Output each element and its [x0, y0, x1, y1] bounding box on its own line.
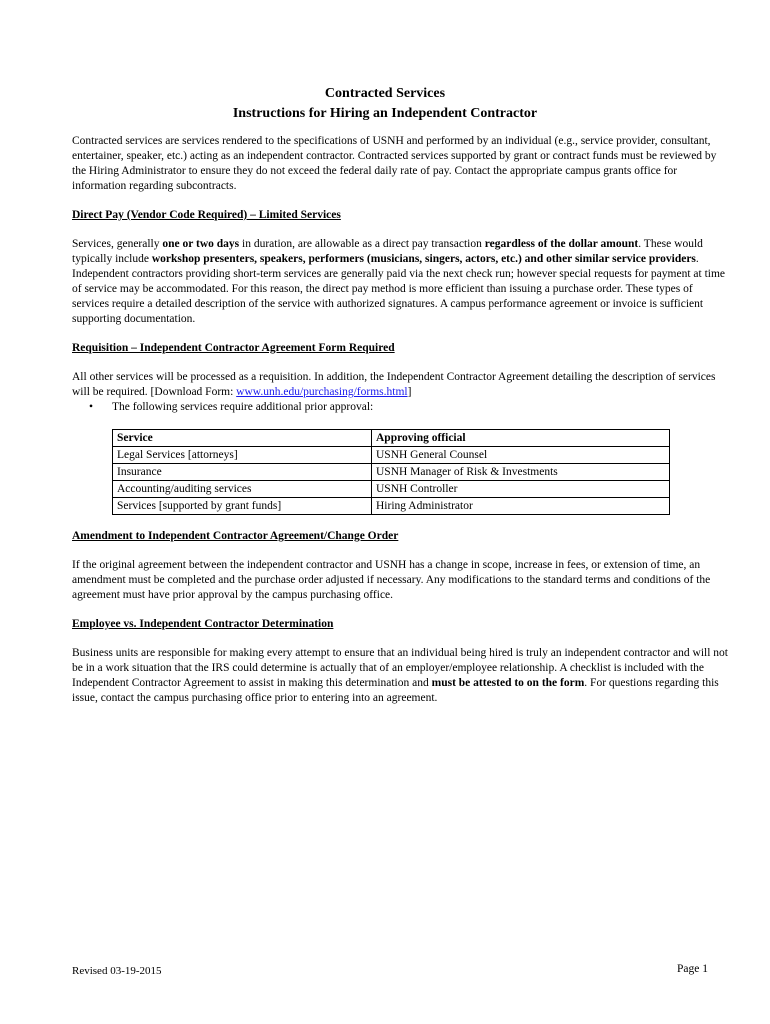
text-run: Services, generally [72, 238, 163, 250]
table-row [113, 464, 670, 481]
title-line-2: Instructions for Hiring an Independent Contractor [232, 106, 538, 121]
text-run: . Independent contractors providing short-term services are generally paid via the next check run; however special requests for payment at time of service may be accommodated. For this reason, the direct pay method is more efficient than issuing a purchase order. These types of services require a detailed description of the service with authorized signatures. A campus performance agreement or invoice is sufficient supporting documentation. [72, 253, 726, 325]
text-run: Business units are responsible for making every attempt to ensure that an individual being hired is truly an independent contractor and will not be in a work situation that the IRS could determine is actually that of an employer/employee relationship. A checklist is included with the Independent Contractor Agreement to assist in making this determination and [72, 647, 728, 689]
bullet-icon: • [89, 401, 94, 413]
table-cell: USNH General Counsel [372, 447, 670, 464]
table-row [113, 447, 670, 464]
page-number: Page 1 [677, 963, 708, 975]
table-header: Service [113, 430, 372, 447]
table-cell: Hiring Administrator [372, 498, 670, 515]
table-cell: USNH Controller [372, 481, 670, 498]
requisition-heading: Requisition – Independent Contractor Agreement Form Required [72, 342, 395, 354]
employee-heading: Employee vs. Independent Contractor Determination [72, 618, 334, 630]
table-header: Approving official [372, 430, 670, 447]
table-cell: USNH Manager of Risk & Investments [372, 464, 670, 481]
bold-run: one or two days [162, 238, 240, 250]
direct-pay-paragraph [72, 237, 732, 327]
forms-link[interactable]: www.unh.edu/purchasing/forms.html [236, 386, 408, 398]
intro-paragraph: Contracted services are services rendered to the specifications of USNH and performed by an individual (e.g., service provider, consultant, entertainer, speaker, etc.) acting as an independent contractor. Contracted services supported by grant or contract funds must be reviewed by the Hiring Administrator to ensure they do not exceed the federal daily rate of pay. Contact the appropriate campus grants office for information regarding subcontracts. [72, 135, 717, 192]
document-body [72, 134, 732, 706]
direct-pay-heading: Direct Pay (Vendor Code Required) – Limited Services [72, 209, 341, 221]
employee-paragraph [72, 646, 732, 706]
table-row [113, 498, 670, 515]
table-cell: Legal Services [attorneys] [113, 447, 372, 464]
approval-bullet [72, 400, 732, 415]
bold-run: workshop presenters, speakers, performers (musicians, singers, actors, etc.) and other similar service providers [151, 253, 696, 265]
table-cell: Services [supported by grant funds] [113, 498, 372, 515]
table-cell: Insurance [113, 464, 372, 481]
requisition-paragraph [72, 370, 732, 400]
text-run: in duration, are allowable as a direct pay transaction [239, 238, 485, 250]
text-run: ] [407, 386, 412, 398]
bullet-text: The following services require additional prior approval: [112, 401, 374, 413]
text-run: . These would typically include [72, 238, 703, 265]
approval-table [112, 429, 670, 515]
table-row [113, 481, 670, 498]
text-run: All other services will be processed as a requisition. In addition, the Independent Contractor Agreement detailing the description of services will be required. [Download Form: [72, 371, 716, 398]
bold-run: must be attested to on the form [431, 677, 585, 689]
table-cell: Accounting/auditing services [113, 481, 372, 498]
amendment-paragraph: If the original agreement between the independent contractor and USNH has a change in scope, increase in fees, or extension of time, an amendment must be completed and the purchase order adjusted if necessary. Any modifications to the standard terms and conditions of the agreement must have prior approval by the campus purchasing office. [72, 559, 711, 601]
revision-date: Revised 03-19-2015 [72, 965, 162, 977]
amendment-heading: Amendment to Independent Contractor Agreement/Change Order [72, 530, 399, 542]
text-run: . For questions regarding this issue, contact the campus purchasing office prior to entering into an agreement. [72, 677, 719, 704]
title-line-1: Contracted Services [324, 86, 446, 101]
document-title [0, 84, 770, 124]
table-header-row [113, 430, 670, 447]
bold-run: regardless of the dollar amount [484, 238, 639, 250]
